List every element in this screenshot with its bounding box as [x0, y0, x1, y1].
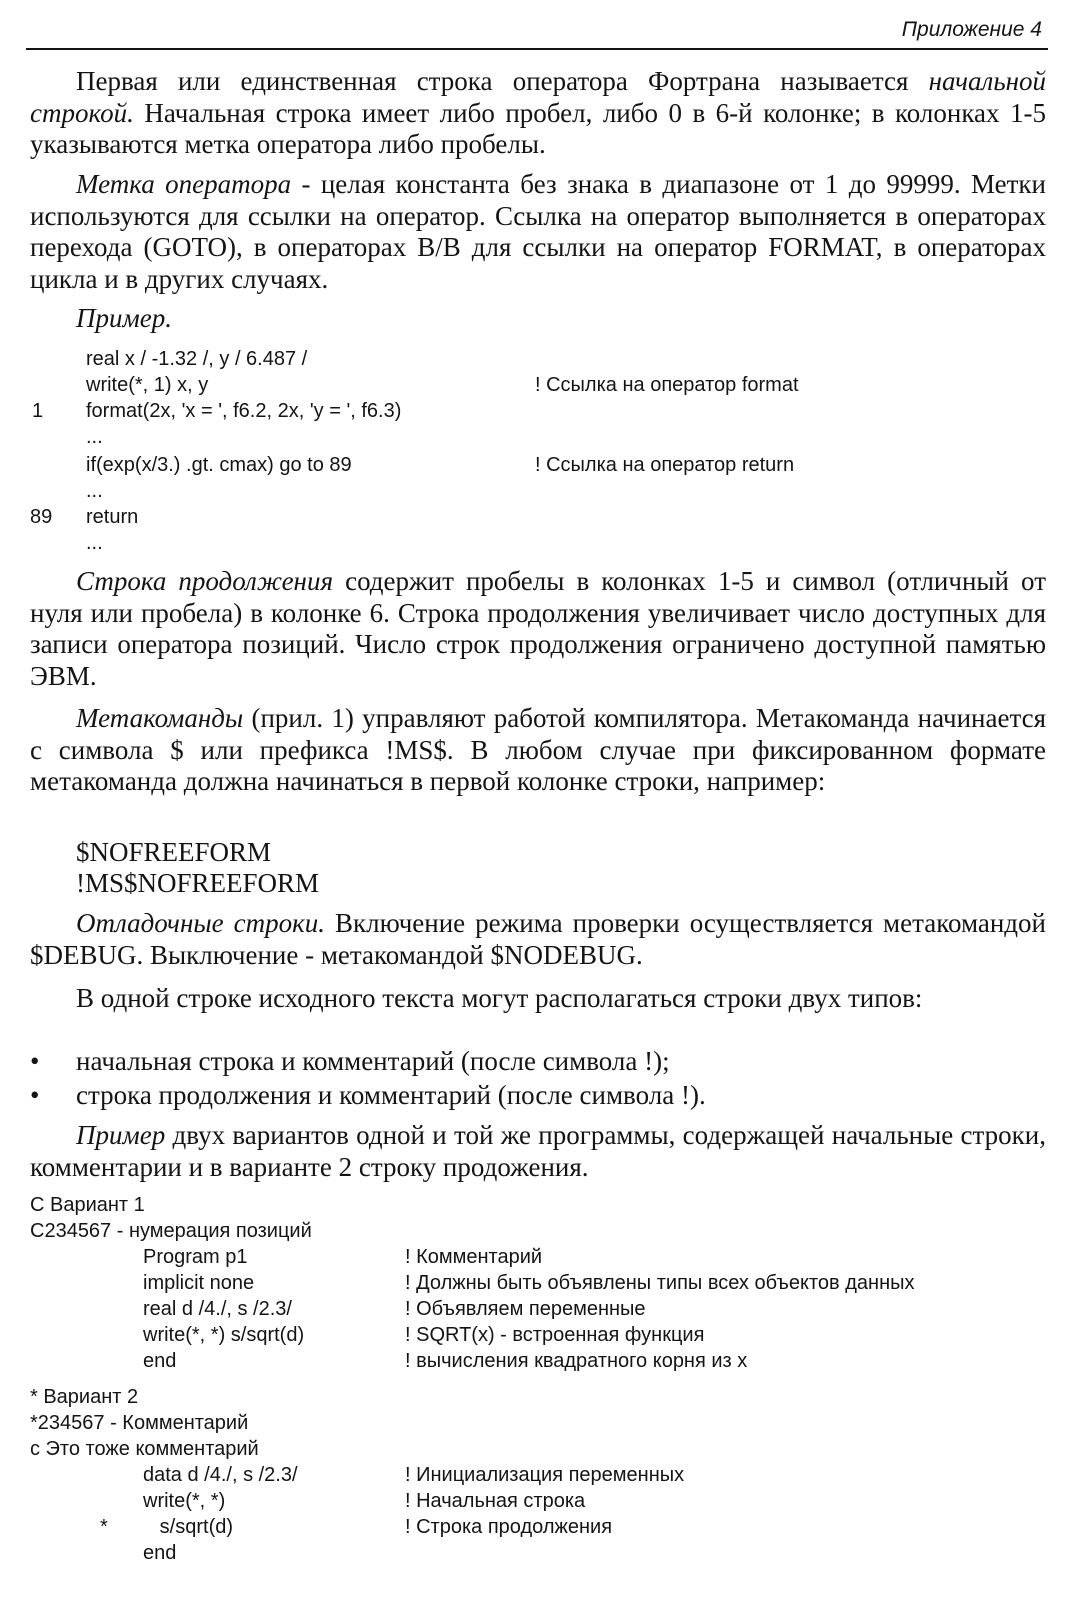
continuation-mark: * [100, 1516, 108, 1538]
code-line: format(2x, 'x = ', f6.2, 2x, 'y = ', f6.3) [86, 400, 402, 422]
metacommand-example: $NOFREEFORM [76, 837, 272, 867]
paragraph-line-types [30, 983, 1046, 1015]
code-line: write(*, *) s/sqrt(d) [143, 1324, 305, 1346]
paragraph-text: содержит пробелы в колонках 1-5 и символ (отличный от нуля или пробела) в колонке 6. Строка продолжения увеличивает число доступных для записи оператора позиций. Число строк продолжения ограничено доступной памятью ЭВМ. [30, 566, 1046, 691]
bullet-icon: • [30, 1046, 40, 1076]
paragraph-text: Включение режима проверки осуществляется метакомандой $DEBUG. Выключение - метакомандой $NODEBUG. [30, 908, 1046, 970]
code-line: data d /4./, s /2.3/ [143, 1464, 298, 1486]
paragraph-text: Первая или единственная строка оператора Фортрана называется [76, 66, 929, 96]
code-line: real d /4./, s /2.3/ [143, 1298, 292, 1320]
term-italic: Отладочные строки. [76, 908, 325, 938]
code-comment-line: *234567 - Комментарий [30, 1412, 249, 1434]
paragraph-metacommands [30, 703, 1046, 798]
code-comment-line: C Вариант 1 [30, 1194, 145, 1216]
code-line: ... [86, 532, 103, 554]
code-line: end [143, 1350, 177, 1372]
code-comment: ! Комментарий [405, 1246, 543, 1268]
code-line: return [86, 506, 139, 528]
code-line: write(*, 1) x, y [86, 374, 209, 396]
code-line: implicit none [143, 1272, 255, 1294]
paragraph-initial-line [30, 66, 1046, 161]
metacommand-example: !MS$NOFREEFORM [76, 868, 320, 898]
code-comment-line: * Вариант 2 [30, 1386, 139, 1408]
paragraph-statement-label [30, 169, 1046, 295]
bullet-icon: • [30, 1080, 40, 1110]
paragraph-text: Начальная строка имеет либо пробел, либо 0 в 6-й колонке; в колонках 1-5 указываются метка оператора либо пробелы. [30, 97, 1046, 159]
term-italic: начальной строкой. [30, 66, 1046, 128]
code-comment: ! Начальная строка [405, 1490, 586, 1512]
list-item-text: начальная строка и комментарий (после символа !); [76, 1046, 670, 1076]
code-comment: ! Строка продолжения [405, 1516, 613, 1538]
paragraph-continuation-line [30, 566, 1046, 692]
code-line: if(exp(x/3.) .gt. cmax) go to 89 [86, 454, 352, 476]
code-comment: ! SQRT(x) - встроенная функция [405, 1324, 705, 1346]
code-comment-line: c Это тоже комментарий [30, 1438, 259, 1460]
code-comment: ! Ссылка на оператор format [535, 374, 799, 396]
paragraph-program-example [30, 1120, 1046, 1183]
code-line: end [143, 1542, 177, 1564]
term-italic: Метакоманды [76, 703, 244, 733]
code-comment: ! Должны быть объявлены типы всех объектов данных [405, 1272, 915, 1294]
code-comment: ! вычисления квадратного корня из x [405, 1350, 748, 1372]
paragraph-text: - целая константа без знака в диапазоне от 1 до 99999. Метки используются для ссылки на оператор. Ссылка на оператор выполняется в операторах перехода (GOTO), в операторах В/В для ссылки на оператор FORMAT, в операторах цикла и в других случаях. [30, 169, 1046, 294]
paragraph-text: (прил. 1) управляют работой компилятора. Метакоманда начинается с символа $ или префикса !MS$. В любом случае при фиксированном формате метакоманда должна начинаться в первой колонке строки, например: [30, 703, 1046, 796]
term-italic: Строка продолжения [76, 566, 334, 596]
header-rule [26, 48, 1048, 50]
code-line: ... [86, 426, 103, 448]
code-comment-line: C234567 - нумерация позиций [30, 1220, 312, 1242]
term-italic: Пример [76, 1120, 166, 1150]
example-label: Пример. [76, 303, 172, 333]
running-head: Приложение 4 [901, 18, 1042, 41]
code-comment: ! Объявляем переменные [405, 1298, 646, 1320]
code-line: Program p1 [143, 1246, 248, 1268]
code-label: 1 [32, 400, 44, 422]
code-comment: ! Инициализация переменных [405, 1464, 685, 1486]
code-line: real x / -1.32 /, y / 6.487 / [86, 348, 308, 370]
list-item-text: строка продолжения и комментарий (после символа !). [76, 1080, 706, 1110]
paragraph-text: В одной строке исходного текста могут располагаться строки двух типов: [76, 983, 923, 1013]
code-comment: ! Ссылка на оператор return [535, 454, 795, 476]
code-line: write(*, *) [143, 1490, 226, 1512]
paragraph-debug-lines [30, 908, 1046, 971]
code-line: s/sqrt(d) [143, 1516, 234, 1538]
code-line: ... [86, 480, 103, 502]
term-italic: Метка оператора [76, 169, 292, 199]
code-label: 89 [30, 506, 53, 528]
paragraph-text: двух вариантов одной и той же программы, содержащей начальные строки, комментарии и в варианте 2 строку продожения. [30, 1120, 1046, 1182]
